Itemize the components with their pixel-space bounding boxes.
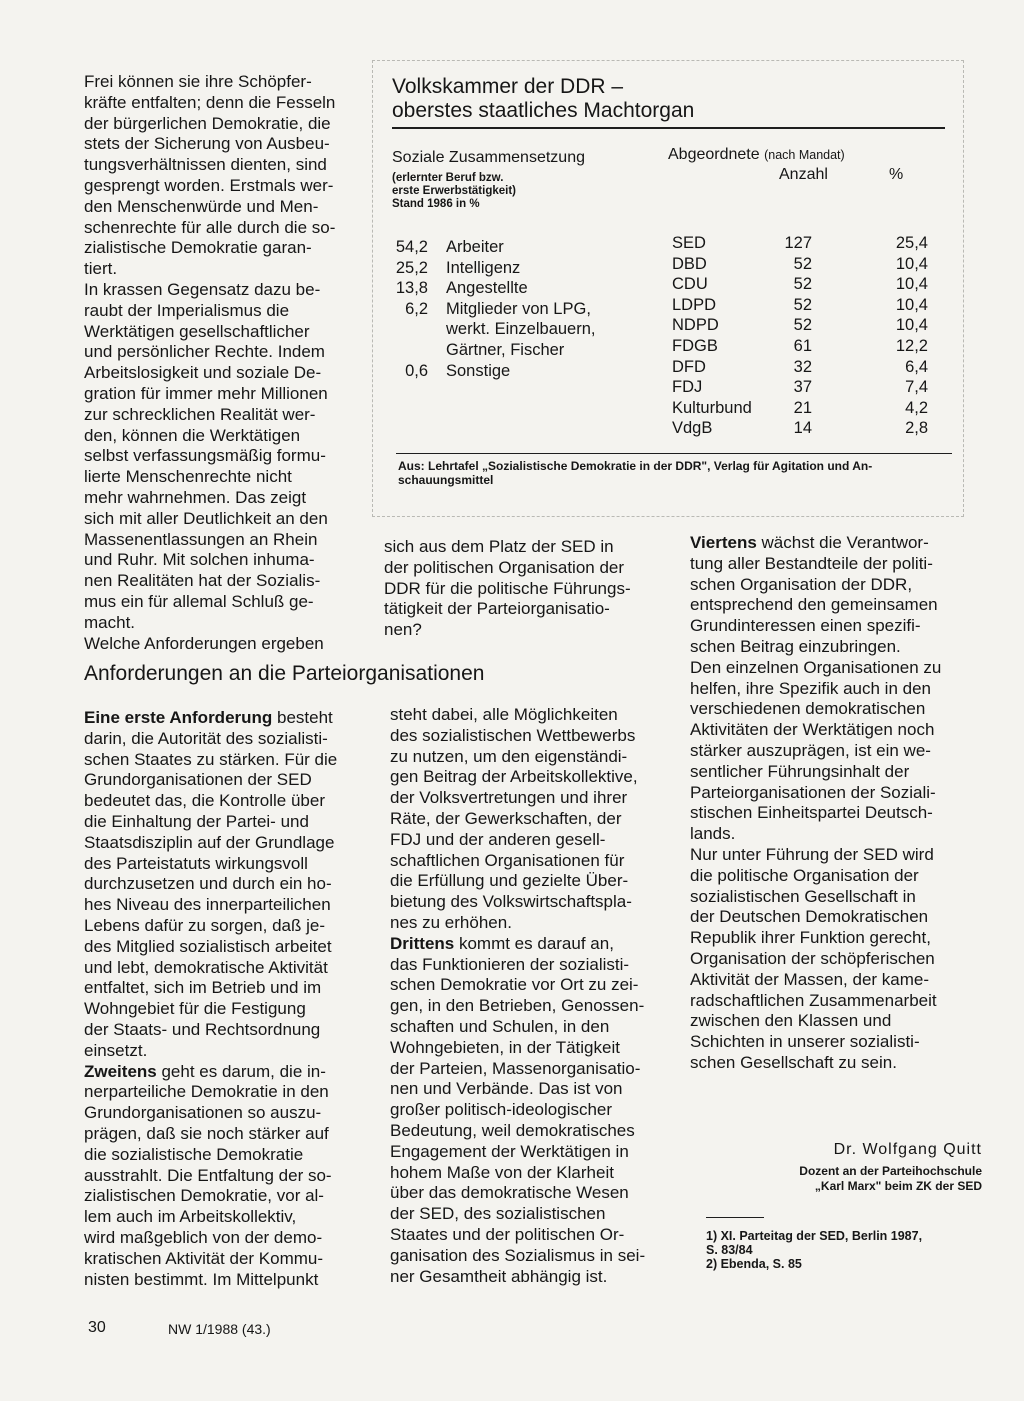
social-pct: 54,2: [395, 238, 428, 256]
source-line: schauungsmittel: [398, 473, 494, 487]
party-name-column: [672, 233, 782, 439]
party-count: 14: [793, 419, 812, 438]
text-line: macht.: [84, 612, 136, 632]
text-line: helfen, ihre Spezifik auch in den: [690, 678, 931, 698]
text-line: DDR für die politische Führungs-: [384, 578, 631, 598]
text-line: verschiedenen demokratischen: [690, 699, 926, 719]
text-line: schaftlichen Organisationen für: [390, 850, 625, 870]
col-header-percent: %: [889, 166, 904, 183]
author-role: [740, 1164, 982, 1194]
text-line: Grundorganisationen so auszu-: [84, 1103, 322, 1123]
social-pct-column: [376, 237, 428, 381]
box-title: [392, 75, 694, 123]
text-span: kommt es darauf an,: [454, 933, 614, 953]
party-count: 32: [793, 357, 812, 376]
text-line: raubt der Imperialismus die: [84, 300, 290, 320]
party-count: 21: [793, 398, 812, 417]
text-line: steht dabei, alle Möglichkeiten: [390, 705, 618, 724]
footnote-line: 2) Ebenda, S. 85: [706, 1257, 802, 1271]
section-heading: Anforderungen an die Parteiorganisationen: [84, 662, 485, 685]
text-line: nen Realitäten hat der Sozialis-: [84, 571, 321, 591]
party-name: DBD: [672, 254, 707, 273]
party-pct: 7,4: [905, 378, 928, 397]
text-line: schen Beitrag einzubringen.: [690, 636, 901, 656]
text-line: hohem Maße von der Klarheit: [390, 1162, 614, 1182]
party-name: Kulturbund: [672, 398, 752, 417]
social-pct: 13,8: [395, 279, 428, 298]
left-column-bottom-text: [84, 708, 368, 1290]
author-name: Dr. Wolfgang Quitt: [833, 1141, 982, 1158]
text-line: mehr wahrnehmen. Das zeigt: [84, 487, 307, 507]
party-name: LDPD: [672, 295, 717, 314]
text-line: darin, die Autorität des sozialisti-: [84, 728, 328, 748]
text-line: FDJ und der anderen gesell-: [390, 829, 606, 849]
text-line: Wohngebieten, in der Tätigkeit: [390, 1037, 620, 1057]
text-line: schen Organisation der DDR,: [690, 574, 913, 594]
party-count: 37: [793, 378, 812, 397]
text-line: lierte Menschenrechte nicht: [84, 467, 292, 487]
text-line: nisten bestimmt. Im Mittelpunkt: [84, 1269, 319, 1289]
lead-word-zweitens: Zweitens: [84, 1061, 157, 1081]
party-count: 52: [793, 275, 812, 294]
party-count: 127: [784, 234, 812, 252]
text-line: zur schrecklichen Realität wer-: [84, 404, 316, 424]
social-pct: [376, 340, 428, 361]
text-line: Republik ihrer Funktion gerecht,: [690, 928, 931, 948]
text-line: sich mit aller Deutlichkeit an den: [84, 508, 328, 528]
text-line: des sozialistischen Wettbewerbs: [390, 725, 636, 745]
text-line: nen und Verbände. Das ist von: [390, 1079, 623, 1099]
text-line: Organisation der schöpferischen: [690, 948, 935, 968]
social-label: Arbeiter: [446, 238, 504, 256]
party-pct: 10,4: [895, 254, 928, 273]
text-line: wird maßgeblich von der demo-: [84, 1227, 323, 1247]
text-line: nen?: [384, 620, 422, 640]
text-line: In krassen Gegensatz dazu be-: [84, 279, 321, 299]
text-line: lands.: [690, 824, 736, 844]
text-line: stärker auszuprägen, ist ein we-: [690, 740, 931, 760]
text-line: Grundinteressen einen spezifi-: [690, 616, 921, 636]
text-line: zialistische Demokratie garan-: [84, 238, 312, 258]
author-role-line: „Karl Marx" beim ZK der SED: [814, 1179, 982, 1193]
party-name: VdgB: [672, 419, 713, 438]
party-pct: 10,4: [895, 316, 928, 335]
text-line: durchzusetzen und durch ein ho-: [84, 874, 332, 894]
col-header-count: Anzahl: [779, 166, 828, 183]
text-line: Grundorganisationen der SED: [84, 770, 312, 790]
text-line: einsetzt.: [84, 1040, 148, 1060]
social-pct: 25,2: [395, 258, 428, 277]
text-line: Engagement der Werktätigen in: [390, 1141, 629, 1161]
social-pct: 0,6: [405, 361, 428, 380]
text-line: radschaftlichen Zusammenarbeit: [690, 990, 937, 1010]
text-line: Parteiorganisationen der Soziali-: [690, 782, 936, 802]
text-span: besteht: [272, 708, 333, 727]
col-header-deputies-note: (nach Mandat): [764, 148, 845, 162]
text-line: sich aus dem Platz der SED in: [384, 537, 614, 556]
text-line: schaften und Schulen, in den: [390, 1016, 610, 1036]
party-count-column: [770, 233, 812, 439]
text-span: wächst die Verantwor-: [756, 533, 929, 552]
text-line: Nur unter Führung der SED wird: [690, 844, 934, 864]
text-line: der Volksvertretungen und ihrer: [390, 788, 628, 808]
text-line: prägen, daß sie noch stärker auf: [84, 1123, 329, 1143]
text-line: der Deutschen Demokratischen: [690, 907, 929, 927]
text-line: [390, 934, 672, 955]
text-line: [84, 708, 368, 729]
text-line: lem auch im Arbeitskollektiv,: [84, 1207, 297, 1227]
social-pct: [376, 319, 428, 340]
text-line: bedeutet das, die Kontrolle über: [84, 791, 326, 811]
social-label: Angestellte: [446, 279, 528, 298]
text-line: [84, 1062, 368, 1083]
text-line: Welche Anforderungen ergeben: [84, 633, 324, 653]
col-header-deputies: [668, 146, 845, 164]
social-label: Gärtner, Fischer: [446, 340, 565, 359]
party-name: NDPD: [672, 316, 719, 335]
text-line: der Parteien, Massenorganisatio-: [390, 1058, 641, 1078]
text-line: sentlicher Führungsinhalt der: [690, 761, 910, 781]
party-count: 52: [793, 295, 812, 314]
text-line: entfaltet, sich im Betrieb und im: [84, 978, 322, 998]
page-number: 30: [88, 1319, 106, 1336]
middle-column-bottom-text: [390, 705, 672, 1287]
box-title-line: Volkskammer der DDR –: [392, 75, 624, 98]
footnote-line: 1) XI. Parteitag der SED, Berlin 1987,: [706, 1229, 923, 1243]
text-line: der politischen Organisation der: [384, 557, 625, 577]
party-name: SED: [672, 234, 706, 252]
text-line: stets der Sicherung von Ausbeu-: [84, 134, 330, 154]
source-line: Aus: Lehrtafel „Sozialistische Demokratie in der DDR", Verlag für Agitation und An-: [398, 459, 873, 473]
party-pct: 4,2: [905, 398, 928, 417]
party-pct: 10,4: [895, 295, 928, 314]
text-line: schen Demokratie vor Ort zu zei-: [390, 975, 639, 995]
text-line: nes zu erhöhen.: [390, 912, 512, 932]
text-line: tätigkeit der Parteiorganisatio-: [384, 599, 610, 619]
text-line: Den einzelnen Organisationen zu: [690, 657, 942, 677]
text-line: Werktätigen gesellschaftlicher: [84, 321, 310, 341]
right-column-text: [690, 533, 972, 1074]
issue-label: NW 1/1988 (43.): [168, 1321, 271, 1337]
author-role-line: Dozent an der Parteihochschule: [799, 1164, 982, 1178]
text-line: die Einhaltung der Partei- und: [84, 811, 309, 831]
text-line: Wohngebiet für die Festigung: [84, 999, 306, 1019]
party-pct-column: [880, 233, 928, 439]
text-line: bietung des Volkswirtschaftspla-: [390, 892, 632, 912]
text-line: und lebt, demokratische Aktivität: [84, 957, 328, 977]
text-line: gen, in den Betrieben, Genossen-: [390, 996, 645, 1016]
party-count: 52: [793, 316, 812, 335]
text-line: Massenentlassungen an Rhein: [84, 529, 318, 549]
party-pct: 12,2: [895, 336, 928, 355]
text-line: tungsverhältnissen dienten, sind: [84, 155, 327, 175]
box-title-rule: [392, 127, 945, 129]
footnote-rule: [706, 1217, 764, 1218]
text-line: der SED, des sozialistischen: [390, 1204, 606, 1224]
social-pct: 6,2: [405, 299, 428, 318]
party-name: DFD: [672, 357, 706, 376]
party-pct: 10,4: [895, 275, 928, 294]
text-line: den, können die Werktätigen: [84, 425, 301, 445]
text-line: den Menschenwürde und Men-: [84, 196, 319, 216]
text-line: ner Gesamtheit abhängig ist.: [390, 1266, 608, 1286]
text-line: schen Gesellschaft zu sein.: [690, 1052, 897, 1072]
note-line: Stand 1986 in %: [392, 198, 480, 210]
text-line: zu nutzen, um den eigenständi-: [390, 746, 628, 766]
text-line: die politische Organisation der: [690, 865, 919, 885]
party-pct: 2,8: [905, 419, 928, 438]
text-line: [690, 533, 972, 554]
box-source: [398, 459, 954, 487]
text-line: kräfte entfalten; denn die Fesseln: [84, 92, 336, 112]
text-line: tiert.: [84, 259, 118, 279]
text-line: Staates und der politischen Or-: [390, 1224, 625, 1244]
text-line: und persönlicher Rechte. Indem: [84, 342, 325, 362]
text-line: gen Beitrag der Arbeitskollektive,: [390, 767, 638, 787]
text-line: hes Niveau des innerparteilichen: [84, 895, 331, 915]
text-line: Aktivitäten der Werktätigen noch: [690, 720, 935, 740]
text-line: Aktivität der Massen, der kame-: [690, 969, 930, 989]
text-line: kratischen Aktivität der Kommu-: [84, 1248, 324, 1268]
party-pct: 25,4: [895, 234, 928, 252]
party-count: 52: [793, 254, 812, 273]
text-line: nerparteiliche Demokratie in den: [84, 1082, 329, 1102]
middle-column-top-text: [384, 537, 664, 641]
party-name: CDU: [672, 275, 708, 294]
text-line: großer politisch-ideologischer: [390, 1100, 613, 1120]
text-line: tung aller Bestandteile der politi-: [690, 553, 933, 573]
text-line: über das demokratische Wesen: [390, 1183, 629, 1203]
text-line: Lebens dafür zu sorgen, daß je-: [84, 915, 325, 935]
footnote-line: S. 83/84: [706, 1243, 753, 1257]
social-label: Mitglieder von LPG,: [446, 299, 591, 318]
text-line: stischen Einheitspartei Deutsch-: [690, 803, 933, 823]
lead-word-viertens: Viertens: [690, 533, 757, 552]
text-line: Staatsdisziplin auf der Grundlage: [84, 832, 335, 852]
social-label-column: [446, 237, 646, 381]
text-line: schenrechte für alle durch die so-: [84, 217, 336, 237]
text-line: das Funktionieren der sozialisti-: [390, 954, 630, 974]
text-line: der Staats- und Rechtsordnung: [84, 1019, 321, 1039]
text-line: gration für immer mehr Millionen: [84, 383, 328, 403]
text-line: Bedeutung, weil demokratisches: [390, 1120, 635, 1140]
party-name: FDJ: [672, 378, 703, 397]
text-line: die sozialistische Demokratie: [84, 1144, 304, 1164]
party-pct: 6,4: [905, 357, 928, 376]
party-count: 61: [793, 336, 812, 355]
text-line: des Parteistatuts wirkungsvoll: [84, 853, 308, 873]
note-line: (erlernter Beruf bzw.: [392, 172, 504, 184]
text-line: Schichten in unserer sozialisti-: [690, 1032, 920, 1052]
text-line: mus ein für allemal Schluß ge-: [84, 591, 314, 611]
text-span: geht es darum, die in-: [156, 1061, 326, 1081]
col-header-deputies-label: Abgeordnete: [668, 146, 760, 163]
text-line: Räte, der Gewerkschaften, der: [390, 808, 622, 828]
box-title-line: oberstes staatliches Machtorgan: [392, 99, 695, 122]
social-label: werkt. Einzelbauern,: [446, 320, 596, 339]
col-header-social-note: [392, 172, 516, 211]
text-line: die Erfüllung und gezielte Über-: [390, 871, 629, 891]
lead-word-erste-anforderung: Eine erste Anforderung: [84, 708, 273, 727]
text-line: Frei können sie ihre Schöpfer-: [84, 72, 312, 91]
text-line: ganisation des Sozialismus in sei-: [390, 1245, 646, 1265]
col-header-social: Soziale Zusammensetzung: [392, 149, 585, 166]
text-line: schen Staates zu stärken. Für die: [84, 749, 338, 769]
text-line: des Mitglied sozialistisch arbeitet: [84, 936, 332, 956]
note-line: erste Erwerbstätigkeit): [392, 185, 516, 197]
text-line: zwischen den Klassen und: [690, 1011, 892, 1031]
text-line: selbst verfassungsmäßig formu-: [84, 446, 326, 466]
social-label: Intelligenz: [446, 258, 521, 277]
left-column-top-text: [84, 72, 354, 654]
text-line: ausstrahlt. Die Entfaltung der so-: [84, 1165, 332, 1185]
text-line: Arbeitslosigkeit und soziale De-: [84, 363, 322, 383]
footnotes: [706, 1229, 986, 1271]
party-name: FDGB: [672, 336, 718, 355]
lead-word-drittens: Drittens: [390, 933, 455, 953]
text-line: sozialistischen Gesellschaft in: [690, 886, 916, 906]
text-line: der bürgerlichen Demokratie, die: [84, 113, 331, 133]
social-label: Sonstige: [446, 361, 511, 380]
text-line: gesprengt worden. Erstmals wer-: [84, 175, 334, 195]
box-source-rule: [396, 453, 952, 454]
text-line: und Ruhr. Mit solchen inhuma-: [84, 550, 315, 570]
text-line: entsprechend den gemeinsamen: [690, 595, 938, 615]
text-line: zialistischen Demokratie, vor al-: [84, 1186, 324, 1206]
